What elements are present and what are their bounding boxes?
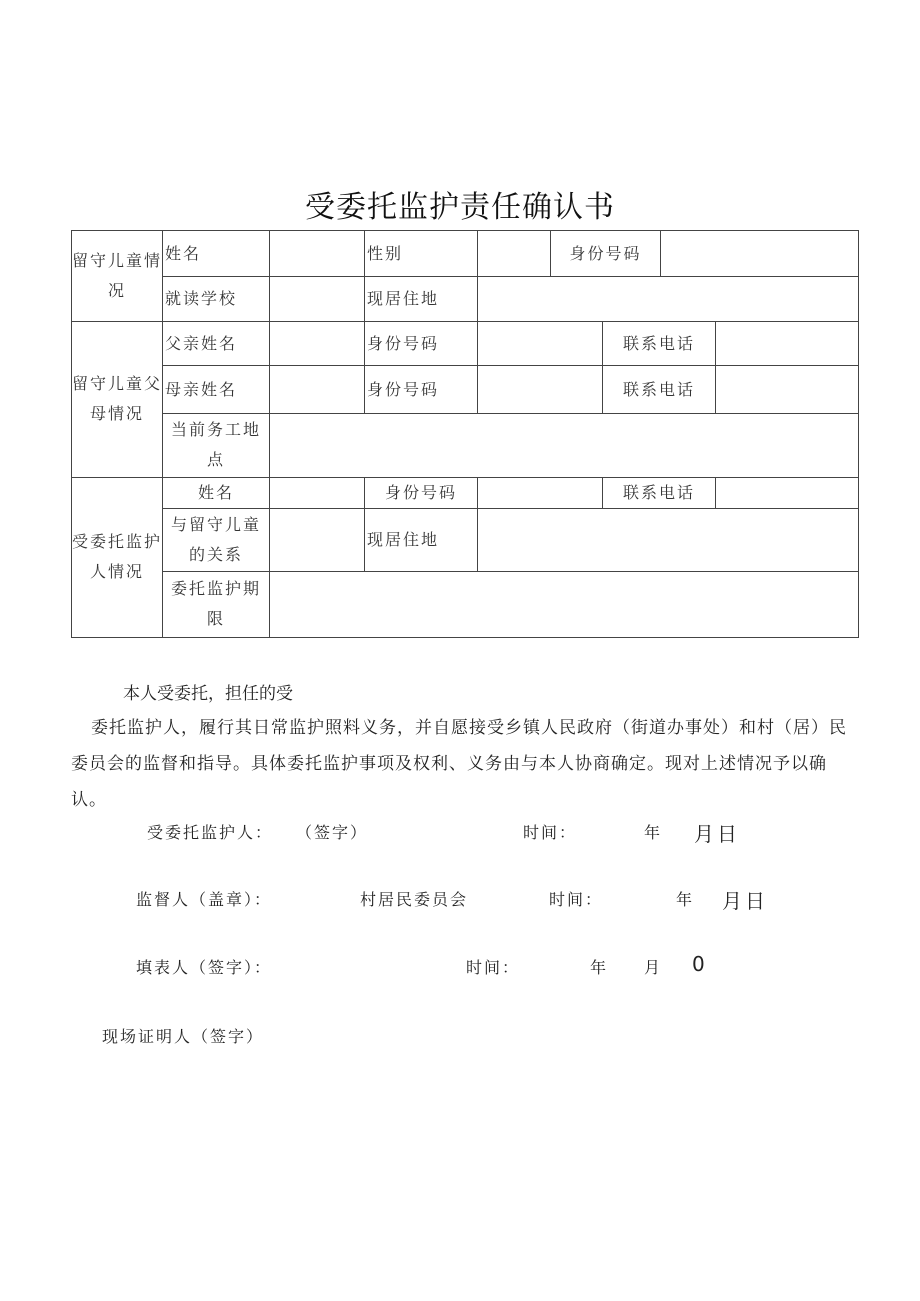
guardian-year-label: 年: [644, 823, 663, 842]
filler-year-label: 年: [590, 958, 609, 977]
mother-phone-field[interactable]: [716, 366, 859, 414]
guardian-sign-hint: （签字）: [296, 823, 369, 842]
filler-day-label: 0: [692, 952, 708, 976]
witness-label: 现场证明人（签字）: [102, 1027, 265, 1046]
school-field[interactable]: [270, 277, 365, 322]
father-phone-label: 联系电话: [603, 322, 716, 366]
guardian-sign-label: 受委托监护人：: [147, 823, 274, 842]
father-name-field[interactable]: [270, 322, 365, 366]
relation-label: 与留守儿童的关系: [163, 508, 270, 571]
guardian-residence-field[interactable]: [478, 508, 859, 571]
father-name-label: 父亲姓名: [163, 322, 270, 366]
father-id-label: 身份号码: [365, 322, 478, 366]
child-name-label: 姓名: [163, 231, 270, 277]
child-id-field[interactable]: [661, 231, 859, 277]
guardian-monthday-label: 月日: [694, 822, 740, 846]
child-section-label: 留守儿童情况: [72, 231, 163, 322]
mother-name-label: 母亲姓名: [163, 366, 270, 414]
child-gender-label: 性别: [365, 231, 478, 277]
work-location-label: 当前务工地点: [163, 414, 270, 477]
supervisor-year-label: 年: [676, 890, 695, 909]
supervisor-org: 村居民委员会: [360, 890, 469, 909]
mother-phone-label: 联系电话: [603, 366, 716, 414]
filler-month-label: 月: [644, 958, 663, 977]
relation-field[interactable]: [270, 508, 365, 571]
supervisor-time-label: 时间：: [549, 890, 604, 909]
child-residence-label: 现居住地: [365, 277, 478, 322]
supervisor-monthday-label: 月日: [722, 889, 768, 913]
filler-label: 填表人（签字）：: [136, 958, 273, 977]
statement-line-1: 本人受委托，担任的受: [123, 684, 293, 704]
period-label: 委托监护期限: [163, 571, 270, 637]
child-gender-field[interactable]: [478, 231, 551, 277]
work-location-field[interactable]: [270, 414, 859, 477]
child-name-field[interactable]: [270, 231, 365, 277]
mother-name-field[interactable]: [270, 366, 365, 414]
statement-body: 委托监护人，履行其日常监护照料义务，并自愿接受乡镇人民政府（街道办事处）和村（居）民委员会的监督和指导。具体委托监护事项及权利、义务由与本人协商确定。现对上述情况予以确认。: [71, 718, 847, 810]
child-residence-field[interactable]: [478, 277, 859, 322]
document-title: 受委托监护责任确认书: [305, 190, 615, 225]
info-table: [71, 230, 859, 638]
mother-id-field[interactable]: [478, 366, 603, 414]
guardian-id-field[interactable]: [478, 477, 603, 508]
guardian-time-label: 时间：: [523, 823, 578, 842]
father-phone-field[interactable]: [716, 322, 859, 366]
mother-id-label: 身份号码: [365, 366, 478, 414]
guardian-section-label: 受委托监护人情况: [72, 477, 163, 637]
guardian-residence-label: 现居住地: [365, 508, 478, 571]
parents-section-label: 留守儿童父母情况: [72, 322, 163, 477]
guardian-id-label: 身份号码: [365, 477, 478, 508]
school-label: 就读学校: [163, 277, 270, 322]
period-field[interactable]: [270, 571, 859, 637]
filler-time-label: 时间：: [466, 958, 521, 977]
father-id-field[interactable]: [478, 322, 603, 366]
guardian-phone-label: 联系电话: [603, 477, 716, 508]
supervisor-label: 监督人（盖章）：: [136, 890, 273, 909]
guardian-name-label: 姓名: [163, 477, 270, 508]
child-id-label: 身份号码: [551, 231, 661, 277]
guardian-name-field[interactable]: [270, 477, 365, 508]
guardian-phone-field[interactable]: [716, 477, 859, 508]
